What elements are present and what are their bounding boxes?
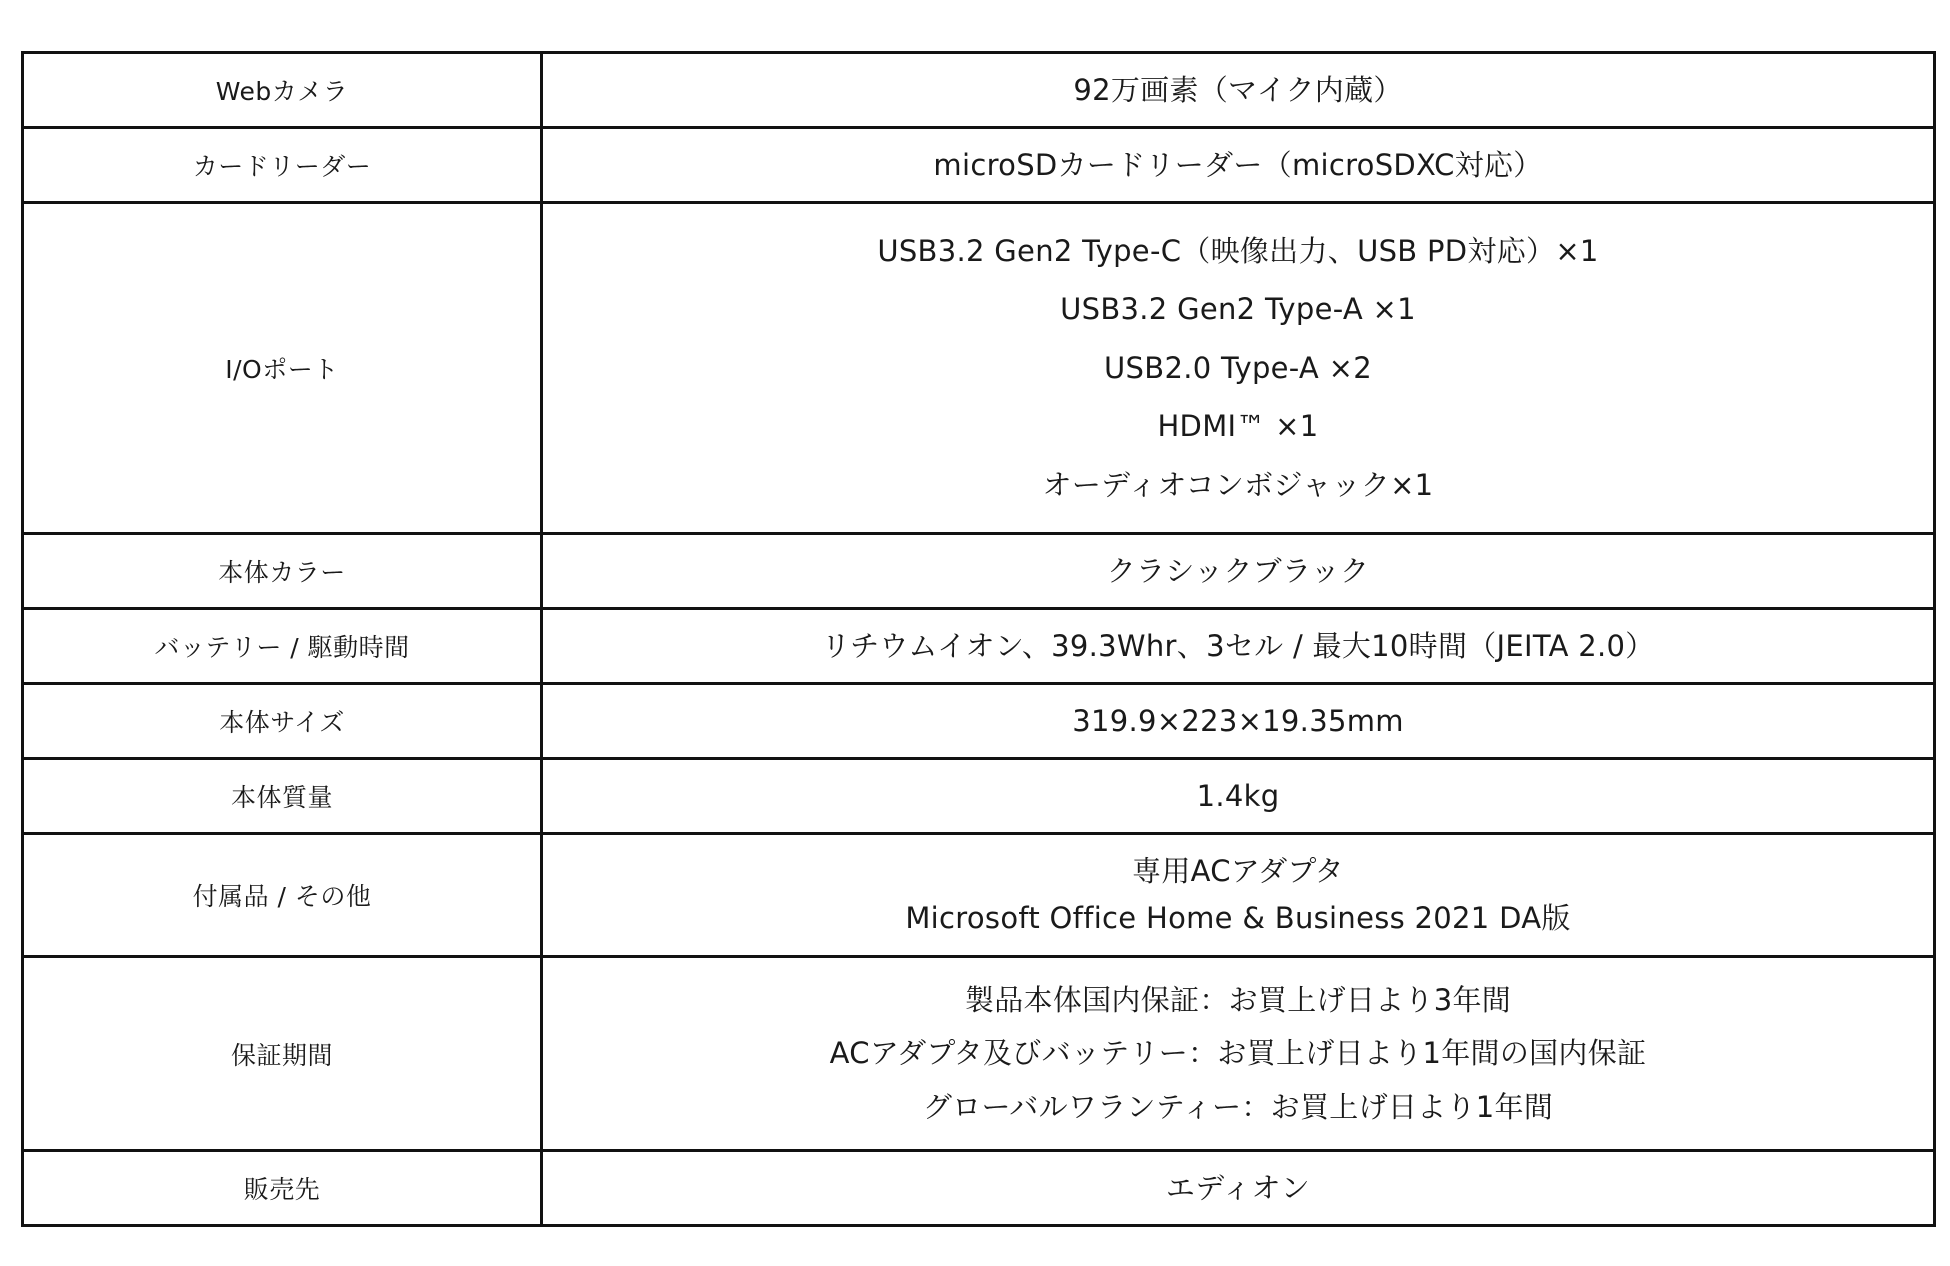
spec-value-line: クラシックブラック <box>1106 553 1370 588</box>
spec-row-io-ports <box>23 203 1935 534</box>
spec-label: I/Oポート <box>23 203 542 534</box>
spec-value <box>542 684 1935 759</box>
spec-row-weight <box>23 759 1935 834</box>
spec-value <box>542 759 1935 834</box>
spec-value-line: HDMI™ ×1 <box>1157 409 1319 443</box>
spec-row-seller <box>23 1151 1935 1226</box>
spec-value-line: エディオン <box>1165 1170 1311 1205</box>
spec-value <box>542 534 1935 609</box>
spec-value <box>542 53 1935 128</box>
spec-row-warranty <box>23 957 1935 1151</box>
spec-label: 販売先 <box>23 1151 542 1226</box>
spec-label: カードリーダー <box>23 128 542 203</box>
spec-row-card-reader <box>23 128 1935 203</box>
spec-value <box>542 128 1935 203</box>
spec-value-line: 製品本体国内保証：お買上げ日より3年間 <box>964 982 1512 1017</box>
spec-label: 本体サイズ <box>23 684 542 759</box>
spec-row-size <box>23 684 1935 759</box>
spec-label: 本体質量 <box>23 759 542 834</box>
spec-value <box>542 609 1935 684</box>
spec-label: 付属品 / その他 <box>23 834 542 957</box>
spec-row-battery <box>23 609 1935 684</box>
spec-value-line: ACアダプタ及びバッテリー：お買上げ日より1年間の国内保証 <box>829 1036 1647 1070</box>
spec-value <box>542 203 1935 534</box>
spec-value-line: 専用ACアダプタ <box>1132 853 1344 888</box>
spec-value-line: 319.9×223×19.35mm <box>1072 703 1404 738</box>
spec-value <box>542 957 1935 1151</box>
spec-value-line: グローバルワランティー：お買上げ日より1年間 <box>922 1089 1554 1124</box>
spec-label: 保証期間 <box>23 957 542 1151</box>
spec-value <box>542 834 1935 957</box>
spec-value-line: オーディオコンボジャック×1 <box>1042 467 1434 502</box>
spec-table <box>21 51 1936 1227</box>
spec-value-line: microSDカードリーダー（microSDXC対応） <box>933 147 1543 182</box>
spec-label: バッテリー / 駆動時間 <box>23 609 542 684</box>
spec-label: 本体カラー <box>23 534 542 609</box>
spec-value-line: USB2.0 Type-A ×2 <box>1104 350 1372 385</box>
spec-value-line: USB3.2 Gen2 Type-C（映像出力、USB PD対応）×1 <box>877 233 1599 268</box>
spec-row-accessories <box>23 834 1935 957</box>
spec-value <box>542 1151 1935 1226</box>
spec-value-line: 92万画素（マイク内蔵） <box>1073 72 1403 107</box>
spec-value-line: リチウムイオン、39.3Whr、3セル / 最大10時間（JEITA 2.0） <box>821 628 1655 663</box>
spec-value-line: 1.4kg <box>1196 778 1280 813</box>
spec-row-webcam <box>23 53 1935 128</box>
spec-label: Webカメラ <box>23 53 542 128</box>
spec-value-line: USB3.2 Gen2 Type-A ×1 <box>1060 292 1416 326</box>
spec-value-line: Microsoft Office Home & Business 2021 DA版 <box>905 901 1571 936</box>
spec-row-color <box>23 534 1935 609</box>
